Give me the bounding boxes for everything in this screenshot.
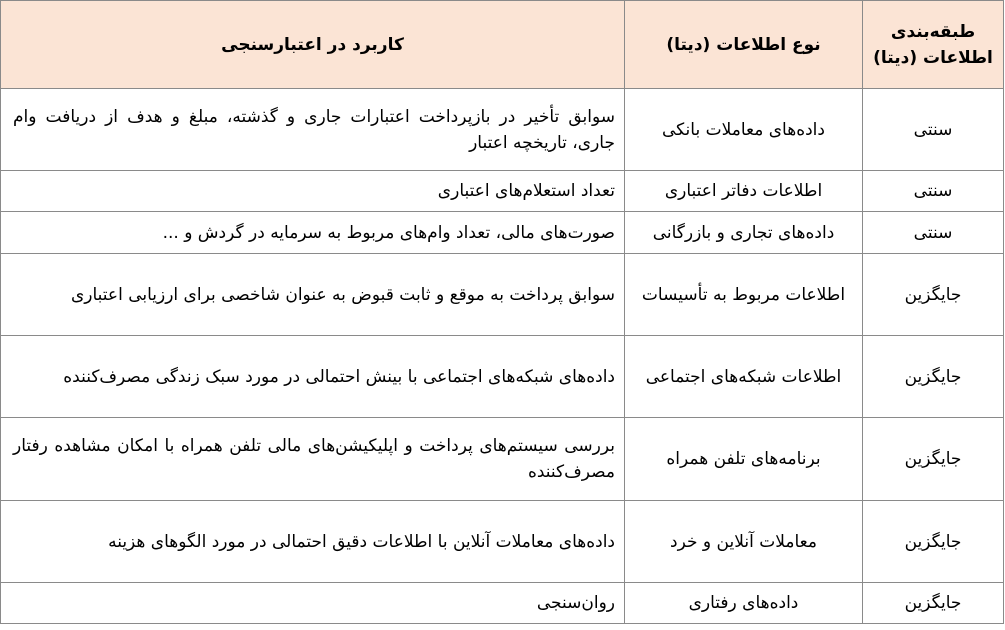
header-usage: کاربرد در اعتبارسنجی — [1, 1, 625, 89]
category-cell: جایگزین — [863, 501, 1004, 583]
usage-cell: سوابق پرداخت به موقع و ثابت قبوض به عنوان شاخصی برای ارزیابی اعتباری — [1, 254, 625, 336]
category-cell: جایگزین — [863, 418, 1004, 501]
category-cell: جایگزین — [863, 336, 1004, 418]
header-data-type: نوع اطلاعات (دیتا) — [625, 1, 863, 89]
usage-cell: بررسی سیستم‌های پرداخت و اپلیکیشن‌های مالی تلفن همراه با امکان مشاهده رفتار مصرف‌کننده — [1, 418, 625, 501]
category-cell: سنتی — [863, 171, 1004, 212]
table-row — [1, 418, 1004, 501]
usage-cell: داده‌های شبکه‌های اجتماعی با بینش احتمالی در مورد سبک زندگی مصرف‌کننده — [1, 336, 625, 418]
table-row — [1, 501, 1004, 583]
header-row — [1, 1, 1004, 89]
category-cell: جایگزین — [863, 583, 1004, 624]
usage-cell: داده‌های معاملات آنلاین با اطلاعات دقیق احتمالی در مورد الگوهای هزینه — [1, 501, 625, 583]
usage-cell: روان‌سنجی — [1, 583, 625, 624]
data-type-cell: داده‌های معاملات بانکی — [625, 89, 863, 171]
table-row — [1, 212, 1004, 254]
category-cell: جایگزین — [863, 254, 1004, 336]
usage-cell: سوابق تأخیر در بازپرداخت اعتبارات جاری و گذشته، مبلغ و هدف از دریافت وام جاری، تاریخچه اعتبار — [1, 89, 625, 171]
data-type-cell: برنامه‌های تلفن همراه — [625, 418, 863, 501]
table-row — [1, 171, 1004, 212]
table-row — [1, 583, 1004, 624]
table-row — [1, 89, 1004, 171]
data-type-cell: اطلاعات شبکه‌های اجتماعی — [625, 336, 863, 418]
data-type-cell: اطلاعات مربوط به تأسیسات — [625, 254, 863, 336]
category-cell: سنتی — [863, 212, 1004, 254]
usage-cell: صورت‌های مالی، تعداد وام‌های مربوط به سرمایه در گردش و ... — [1, 212, 625, 254]
data-type-cell: داده‌های تجاری و بازرگانی — [625, 212, 863, 254]
category-cell: سنتی — [863, 89, 1004, 171]
table-row — [1, 254, 1004, 336]
data-type-cell: اطلاعات دفاتر اعتباری — [625, 171, 863, 212]
data-type-cell: داده‌های رفتاری — [625, 583, 863, 624]
table-row — [1, 336, 1004, 418]
header-category: طبقه‌بندی اطلاعات (دیتا) — [863, 1, 1004, 89]
usage-cell: تعداد استعلام‌های اعتباری — [1, 171, 625, 212]
data-type-cell: معاملات آنلاین و خرد — [625, 501, 863, 583]
